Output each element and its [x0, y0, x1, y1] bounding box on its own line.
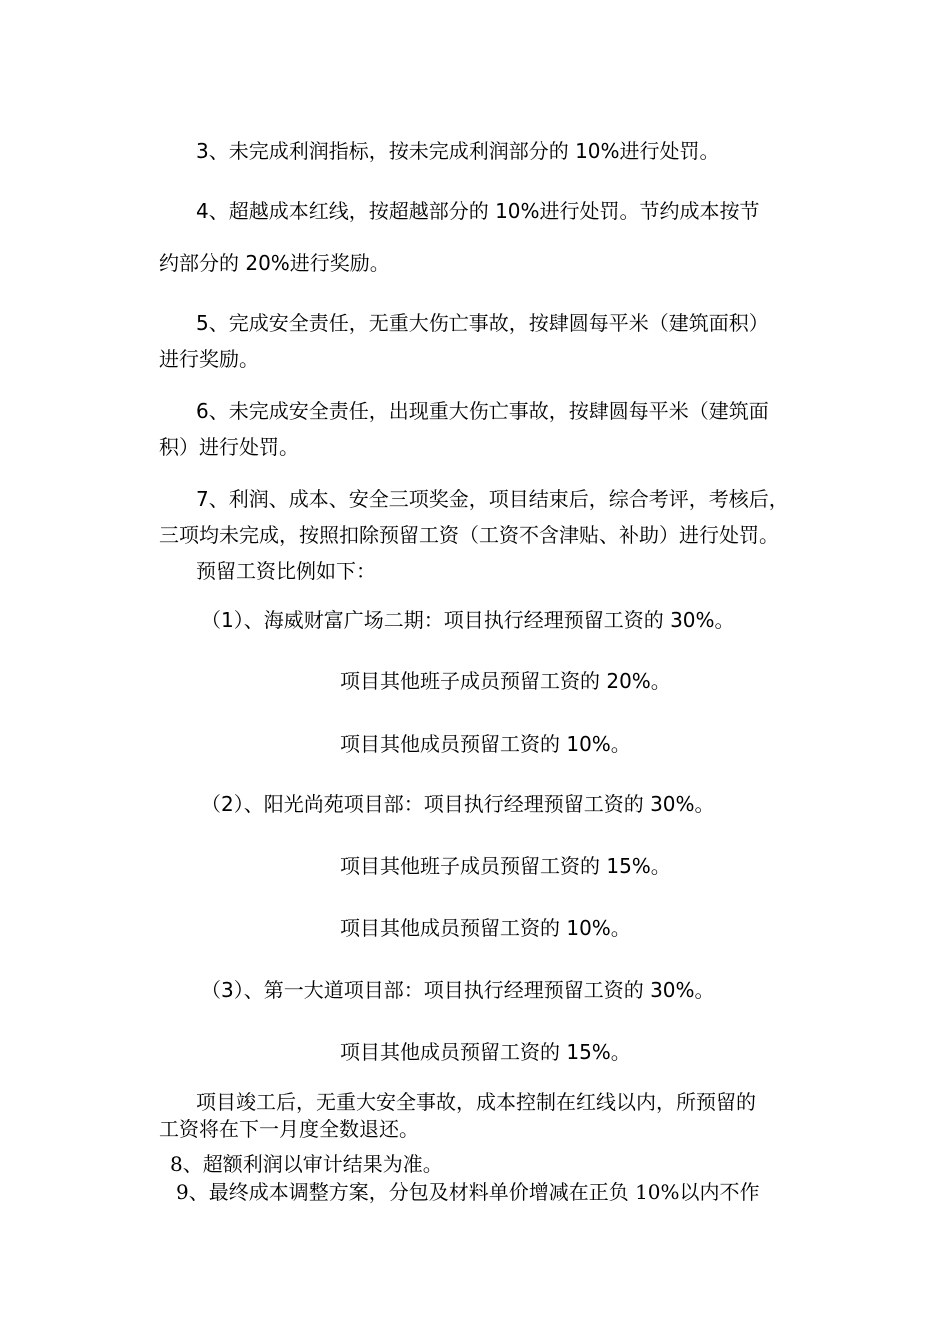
clause-7-line-1: 7、利润、成本、安全三项奖金，项目结束后，综合考评，考核后， [196, 487, 789, 511]
completion-refund-line-2: 工资将在下一月度全数退还。 [159, 1117, 419, 1141]
clause-6-line-1: 6、未完成安全责任，出现重大伤亡事故，按肆圆每平米（建筑面 [196, 399, 769, 423]
clause-3-line: 3、未完成利润指标，按未完成利润部分的 10%进行处罚。 [196, 139, 720, 163]
clause-6-line-2: 积）进行处罚。 [159, 435, 299, 459]
completion-refund-line-1: 项目竣工后，无重大安全事故，成本控制在红线以内，所预留的 [196, 1090, 756, 1114]
clause-5-line-2: 进行奖励。 [159, 347, 259, 371]
project-2-manager-line: （2）、阳光尚苑项目部：项目执行经理预留工资的 30%。 [201, 792, 715, 816]
project-1-manager-line: （1）、海威财富广场二期：项目执行经理预留工资的 30%。 [201, 608, 735, 632]
project-3-manager-line: （3）、第一大道项目部：项目执行经理预留工资的 30%。 [201, 978, 715, 1002]
project-1-team-line: 项目其他班子成员预留工资的 20%。 [340, 669, 671, 693]
reserve-ratio-heading: 预留工资比例如下： [196, 559, 376, 583]
clause-8-line: 8、超额利润以审计结果为准。 [170, 1152, 443, 1176]
project-2-members-line: 项目其他成员预留工资的 10%。 [340, 916, 631, 940]
project-1-members-line: 项目其他成员预留工资的 10%。 [340, 732, 631, 756]
clause-9-line: 9、最终成本调整方案，分包及材料单价增减在正负 10%以内不作 [176, 1180, 760, 1204]
project-2-team-line: 项目其他班子成员预留工资的 15%。 [340, 854, 671, 878]
project-3-members-line: 项目其他成员预留工资的 15%。 [340, 1040, 631, 1064]
clause-4-line-2: 约部分的 20%进行奖励。 [159, 251, 390, 275]
clause-5-line-1: 5、完成安全责任，无重大伤亡事故，按肆圆每平米（建筑面积） [196, 311, 769, 335]
clause-4-line-1: 4、超越成本红线，按超越部分的 10%进行处罚。节约成本按节 [196, 199, 760, 223]
clause-7-line-2: 三项均未完成，按照扣除预留工资（工资不含津贴、补助）进行处罚。 [159, 523, 779, 547]
